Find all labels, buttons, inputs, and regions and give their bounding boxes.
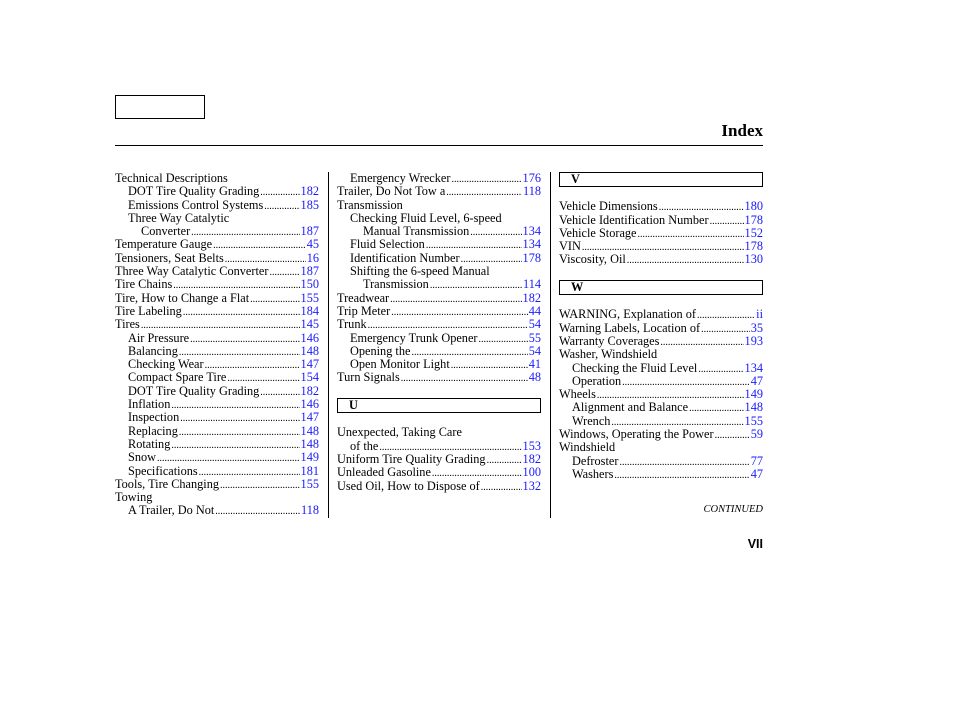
entry-label: Operation bbox=[572, 373, 622, 388]
index-entry[interactable] bbox=[115, 478, 319, 491]
entry-label: Viscosity, Oil bbox=[559, 252, 626, 267]
index-entry bbox=[337, 265, 541, 278]
entry-label: Tire Labeling bbox=[115, 303, 182, 318]
entry-label: Tires bbox=[115, 317, 140, 332]
entry-label: Wrench bbox=[572, 413, 611, 428]
entry-label: Checking the Fluid Level bbox=[572, 360, 698, 375]
dot-leader bbox=[171, 439, 299, 452]
page-link[interactable]: 118 bbox=[523, 184, 541, 199]
page-title: Index bbox=[721, 121, 763, 140]
entry-label: Rotating bbox=[128, 436, 171, 451]
index-entry[interactable] bbox=[337, 305, 541, 318]
page-link[interactable]: 185 bbox=[300, 197, 319, 212]
index-entry[interactable] bbox=[559, 200, 763, 213]
page-link[interactable]: 193 bbox=[744, 333, 763, 348]
page-link[interactable]: 148 bbox=[300, 436, 319, 451]
page-link[interactable]: 146 bbox=[300, 397, 319, 412]
index-entry bbox=[115, 491, 319, 504]
entry-label: Used Oil, How to Dispose of bbox=[337, 478, 480, 493]
index-entry[interactable] bbox=[337, 238, 541, 251]
dot-leader bbox=[180, 412, 299, 425]
index-entry[interactable] bbox=[337, 466, 541, 479]
page-link[interactable]: 134 bbox=[522, 237, 541, 252]
page-link[interactable]: 147 bbox=[300, 410, 319, 425]
page-link[interactable]: 155 bbox=[300, 290, 319, 305]
index-entry bbox=[559, 348, 763, 361]
page-link[interactable]: ii bbox=[756, 307, 763, 322]
header-tab-box bbox=[115, 95, 205, 119]
index-entry[interactable] bbox=[559, 335, 763, 348]
section-letter-header: U bbox=[337, 398, 541, 413]
index-entry[interactable] bbox=[115, 292, 319, 305]
page-link[interactable]: 176 bbox=[522, 171, 541, 185]
page-number: VII bbox=[747, 537, 763, 551]
page-link[interactable]: 153 bbox=[522, 438, 541, 453]
dot-leader bbox=[487, 454, 522, 467]
entry-label: Snow bbox=[128, 450, 157, 465]
entry-label: VIN bbox=[559, 239, 581, 254]
dot-leader bbox=[479, 333, 528, 346]
entry-label: Checking Wear bbox=[128, 357, 204, 372]
page-link[interactable]: 149 bbox=[300, 450, 319, 465]
index-entry[interactable] bbox=[337, 453, 541, 466]
page-link[interactable]: 47 bbox=[750, 373, 763, 388]
page-link[interactable]: 132 bbox=[522, 478, 541, 493]
entry-label: Windows, Operating the Power bbox=[559, 427, 714, 442]
index-entry[interactable] bbox=[559, 428, 763, 441]
entry-label: Emissions Control Systems bbox=[128, 197, 264, 212]
page-link[interactable]: 180 bbox=[744, 199, 763, 214]
index-entry[interactable] bbox=[115, 252, 319, 265]
entry-label: DOT Tire Quality Grading bbox=[128, 184, 260, 199]
index-entry[interactable] bbox=[337, 252, 541, 265]
index-entry[interactable] bbox=[337, 345, 541, 358]
entry-label: Opening the bbox=[350, 343, 411, 358]
entry-label: Converter bbox=[141, 224, 191, 239]
dot-leader bbox=[446, 186, 522, 199]
spacer bbox=[559, 267, 763, 280]
dot-leader bbox=[179, 426, 300, 439]
spacer bbox=[559, 187, 763, 200]
index-entry[interactable] bbox=[115, 371, 319, 384]
page-link[interactable]: 77 bbox=[750, 453, 763, 468]
page-link[interactable]: 100 bbox=[522, 465, 541, 480]
page-link[interactable]: 148 bbox=[744, 400, 763, 415]
spacer bbox=[559, 295, 763, 308]
dot-leader bbox=[614, 469, 749, 482]
dot-leader bbox=[689, 402, 743, 415]
index-entry[interactable] bbox=[115, 465, 319, 478]
dot-leader bbox=[697, 309, 755, 322]
index-entry[interactable] bbox=[559, 214, 763, 227]
entry-label: Three Way Catalytic bbox=[128, 210, 230, 225]
page-link[interactable]: 44 bbox=[528, 303, 541, 318]
page-link[interactable]: 148 bbox=[300, 423, 319, 438]
index-column-3 bbox=[559, 172, 763, 481]
index-entry[interactable] bbox=[559, 308, 763, 321]
page-link[interactable]: 181 bbox=[300, 463, 319, 478]
index-entry bbox=[337, 426, 541, 439]
entry-label: Tire, How to Change a Flat bbox=[115, 290, 250, 305]
entry-label: DOT Tire Quality Grading bbox=[128, 383, 260, 398]
index-entry[interactable] bbox=[559, 455, 763, 468]
index-entry[interactable] bbox=[337, 278, 541, 291]
dot-leader bbox=[183, 306, 300, 319]
index-entry[interactable] bbox=[559, 227, 763, 240]
entry-label: Checking Fluid Level, 6-speed bbox=[350, 210, 502, 225]
index-entry[interactable] bbox=[115, 438, 319, 451]
page-link[interactable]: 16 bbox=[306, 250, 319, 265]
index-entry[interactable] bbox=[115, 185, 319, 198]
entry-label: Unexpected, Taking Care bbox=[337, 425, 462, 440]
continued-note: CONTINUED bbox=[703, 504, 763, 515]
page-link[interactable]: 150 bbox=[300, 277, 319, 292]
section-letter-header: W bbox=[559, 280, 763, 295]
dot-leader bbox=[220, 479, 300, 492]
index-entry[interactable] bbox=[115, 278, 319, 291]
index-entry[interactable] bbox=[115, 238, 319, 251]
entry-label: Inspection bbox=[128, 410, 180, 425]
page-link[interactable]: 145 bbox=[300, 317, 319, 332]
entry-label: Treadwear bbox=[337, 290, 390, 305]
page-link[interactable]: 182 bbox=[522, 451, 541, 466]
index-entry bbox=[559, 441, 763, 454]
page-link[interactable]: 134 bbox=[744, 360, 763, 375]
dot-leader bbox=[215, 505, 300, 518]
page-link[interactable]: 155 bbox=[744, 413, 763, 428]
index-entry[interactable] bbox=[337, 292, 541, 305]
page-link[interactable]: 182 bbox=[522, 290, 541, 305]
index-entry[interactable] bbox=[115, 504, 319, 517]
page-link[interactable]: 45 bbox=[306, 237, 319, 252]
entry-label: Temperature Gauge bbox=[115, 237, 213, 252]
dot-leader bbox=[481, 481, 522, 494]
index-entry[interactable] bbox=[115, 265, 319, 278]
page-link[interactable]: 130 bbox=[744, 252, 763, 267]
dot-leader bbox=[698, 363, 743, 376]
page-link[interactable]: 182 bbox=[300, 184, 319, 199]
dot-leader bbox=[710, 215, 744, 228]
index-entry[interactable] bbox=[115, 199, 319, 212]
index-entry bbox=[337, 199, 541, 212]
entry-label: Inflation bbox=[128, 397, 171, 412]
entry-label: Vehicle Identification Number bbox=[559, 212, 709, 227]
entry-label: Alignment and Balance bbox=[572, 400, 689, 415]
page-link[interactable]: 114 bbox=[523, 277, 541, 292]
entry-label: Fluid Selection bbox=[350, 237, 425, 252]
index-entry[interactable] bbox=[337, 332, 541, 345]
column-divider-2 bbox=[550, 172, 551, 518]
entry-label: Replacing bbox=[128, 423, 178, 438]
index-entry[interactable] bbox=[559, 415, 763, 428]
index-entry[interactable] bbox=[115, 451, 319, 464]
page-link[interactable]: 146 bbox=[300, 330, 319, 345]
index-entry[interactable] bbox=[559, 322, 763, 335]
entry-label: Identification Number bbox=[350, 250, 460, 265]
entry-label: Emergency Trunk Opener bbox=[350, 330, 478, 345]
page-link[interactable]: 184 bbox=[300, 303, 319, 318]
dot-leader bbox=[190, 333, 299, 346]
entry-label: Three Way Catalytic Converter bbox=[115, 264, 269, 279]
index-entry bbox=[115, 172, 319, 185]
page-link[interactable]: 48 bbox=[528, 370, 541, 385]
entry-label: Transmission bbox=[363, 277, 429, 292]
spacer bbox=[337, 385, 541, 398]
page-link[interactable]: 54 bbox=[528, 343, 541, 358]
dot-leader bbox=[701, 323, 750, 336]
index-entry[interactable] bbox=[337, 371, 541, 384]
page-link[interactable]: 178 bbox=[744, 212, 763, 227]
page-link[interactable]: 187 bbox=[300, 224, 319, 239]
page-link[interactable]: 41 bbox=[528, 357, 541, 372]
dot-leader bbox=[260, 186, 299, 199]
page-link[interactable]: 178 bbox=[744, 239, 763, 254]
entry-label: Air Pressure bbox=[128, 330, 190, 345]
dot-leader bbox=[269, 266, 299, 279]
entry-label: Warranty Coverages bbox=[559, 333, 660, 348]
entry-label: Warning Labels, Location of bbox=[559, 320, 701, 335]
entry-label: Technical Descriptions bbox=[115, 171, 228, 185]
index-entry[interactable] bbox=[115, 305, 319, 318]
entry-label: Tools, Tire Changing bbox=[115, 476, 220, 491]
dot-leader bbox=[660, 336, 743, 349]
entry-label: Trailer, Do Not Tow a bbox=[337, 184, 446, 199]
index-entry[interactable] bbox=[559, 253, 763, 266]
index-entry[interactable] bbox=[559, 401, 763, 414]
page-link[interactable]: 55 bbox=[528, 330, 541, 345]
entry-label: Vehicle Storage bbox=[559, 225, 637, 240]
index-entry[interactable] bbox=[115, 398, 319, 411]
entry-label: Specifications bbox=[128, 463, 198, 478]
dot-leader bbox=[627, 254, 744, 267]
page-link[interactable]: 149 bbox=[744, 387, 763, 402]
dot-leader bbox=[401, 372, 528, 385]
page-link[interactable]: 152 bbox=[744, 225, 763, 240]
entry-label: Towing bbox=[115, 490, 153, 505]
entry-label: Tensioners, Seat Belts bbox=[115, 250, 224, 265]
dot-leader bbox=[638, 228, 744, 241]
dot-leader bbox=[171, 399, 299, 412]
entry-label: Manual Transmission bbox=[363, 224, 470, 239]
page-link[interactable]: 35 bbox=[750, 320, 763, 335]
index-entry[interactable] bbox=[337, 318, 541, 331]
dot-leader bbox=[430, 279, 522, 292]
dot-leader bbox=[619, 456, 749, 469]
dot-leader bbox=[391, 306, 528, 319]
index-entry[interactable] bbox=[559, 388, 763, 401]
page-link[interactable]: 147 bbox=[300, 357, 319, 372]
page-link[interactable]: 54 bbox=[528, 317, 541, 332]
entry-label: Transmission bbox=[337, 197, 403, 212]
section-letter-header: V bbox=[559, 172, 763, 187]
entry-label: WARNING, Explanation of bbox=[559, 307, 696, 322]
index-entry[interactable] bbox=[559, 468, 763, 481]
index-entry[interactable] bbox=[115, 358, 319, 371]
index-entry[interactable] bbox=[337, 185, 541, 198]
entry-label: Tire Chains bbox=[115, 277, 173, 292]
entry-label: Uniform Tire Quality Grading bbox=[337, 451, 486, 466]
dot-leader bbox=[715, 429, 750, 442]
dot-leader bbox=[451, 173, 521, 186]
index-entry[interactable] bbox=[559, 362, 763, 375]
index-entry[interactable] bbox=[559, 240, 763, 253]
index-entry bbox=[115, 212, 319, 225]
index-entry[interactable] bbox=[115, 385, 319, 398]
dot-leader bbox=[213, 239, 306, 252]
index-entry[interactable] bbox=[115, 345, 319, 358]
dot-leader bbox=[622, 376, 750, 389]
entry-label: Washer, Windshield bbox=[559, 347, 658, 362]
index-entry[interactable] bbox=[337, 480, 541, 493]
entry-label: Windshield bbox=[559, 440, 616, 455]
index-entry[interactable] bbox=[115, 411, 319, 424]
entry-label: of the bbox=[350, 438, 379, 453]
page-link[interactable]: 59 bbox=[750, 427, 763, 442]
entry-label: Unleaded Gasoline bbox=[337, 465, 431, 480]
page-link[interactable]: 187 bbox=[300, 264, 319, 279]
header-rule bbox=[115, 145, 763, 146]
entry-label: Balancing bbox=[128, 343, 178, 358]
dot-leader bbox=[470, 226, 521, 239]
spacer bbox=[337, 413, 541, 426]
index-entry[interactable] bbox=[115, 332, 319, 345]
index-entry[interactable] bbox=[337, 440, 541, 453]
entry-label: Defroster bbox=[572, 453, 619, 468]
entry-label: Washers bbox=[572, 466, 614, 481]
page-link[interactable]: 148 bbox=[300, 343, 319, 358]
dot-leader bbox=[264, 200, 299, 213]
entry-label: Trunk bbox=[337, 317, 367, 332]
entry-label: Vehicle Dimensions bbox=[559, 199, 658, 214]
index-entry[interactable] bbox=[559, 375, 763, 388]
page-link[interactable]: 178 bbox=[522, 250, 541, 265]
column-divider-1 bbox=[328, 172, 329, 518]
dot-leader bbox=[390, 293, 521, 306]
page-link[interactable]: 47 bbox=[750, 466, 763, 481]
entry-label: Emergency Wrecker bbox=[350, 171, 451, 185]
index-column-1 bbox=[115, 172, 319, 518]
dot-leader bbox=[250, 293, 299, 306]
page-link[interactable]: 154 bbox=[300, 370, 319, 385]
index-entry[interactable] bbox=[337, 172, 541, 185]
entry-label: Trip Meter bbox=[337, 303, 391, 318]
entry-label: Compact Spare Tire bbox=[128, 370, 227, 385]
index-column-2 bbox=[337, 172, 541, 493]
index-entry[interactable] bbox=[115, 425, 319, 438]
page-link[interactable]: 182 bbox=[300, 383, 319, 398]
dot-leader bbox=[451, 359, 528, 372]
page-link[interactable]: 155 bbox=[300, 476, 319, 491]
page-link[interactable]: 134 bbox=[522, 224, 541, 239]
entry-label: Turn Signals bbox=[337, 370, 400, 385]
index-entry[interactable] bbox=[337, 358, 541, 371]
index-entry[interactable] bbox=[115, 318, 319, 331]
dot-leader bbox=[260, 386, 299, 399]
entry-label: Shifting the 6-speed Manual bbox=[350, 264, 490, 279]
entry-label: Open Monitor Light bbox=[350, 357, 450, 372]
index-entry bbox=[337, 212, 541, 225]
index-entry[interactable] bbox=[337, 225, 541, 238]
page-link[interactable]: 118 bbox=[301, 503, 319, 518]
index-entry[interactable] bbox=[115, 225, 319, 238]
entry-label: A Trailer, Do Not bbox=[128, 503, 215, 518]
entry-label: Wheels bbox=[559, 387, 596, 402]
